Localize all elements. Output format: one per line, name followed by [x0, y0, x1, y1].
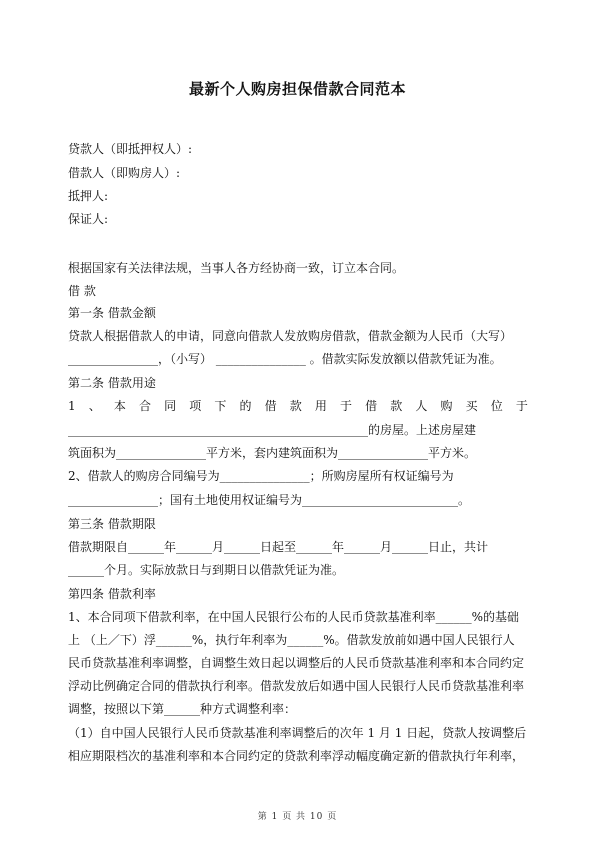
article-4-line: 相应期限档次的基准利率和本合同约定的贷款利率浮动幅度确定新的借款执行年利率， — [68, 749, 525, 763]
article-4-heading: 第四条 借款利率 — [68, 587, 156, 601]
article-4-line: （1）自中国人民银行人民币贷款基准利率调整后的次年 1 月 1 日起，贷款人按调整后 — [68, 726, 527, 740]
article-1-line: _______________，（小写） _______________ 。借款实际发放额以借款凭证为准。 — [68, 352, 502, 366]
article-4-line: 上 （上／下）浮______%，执行年利率为______%。借款发放前如遇中国人民银行人 — [68, 633, 515, 647]
party-guarantor: 保证人: — [68, 212, 109, 226]
article-4-line: 调整，按照以下第______种方式调整利率： — [68, 702, 297, 716]
section-heading: 借 款 — [68, 284, 96, 298]
justified-char: 合 — [139, 399, 152, 413]
party-mortgagor: 抵押人: — [68, 189, 109, 203]
page-footer: 第 1 页 共 10 页 — [257, 812, 338, 822]
justified-char: 用 — [314, 399, 327, 413]
justified-char: 借 — [365, 399, 378, 413]
article-2-line: 筑面积为_______________平方米，套内建筑面积为_______________平方米。 — [68, 446, 477, 460]
justified-char: 款 — [390, 399, 403, 413]
justified-char: 的 — [239, 399, 252, 413]
justified-char: 下 — [214, 399, 227, 413]
justified-char: 买 — [465, 399, 478, 413]
document-title: 最新个人购房担保借款合同范本 — [188, 80, 406, 98]
party-lender: 贷款人（即抵押权人）: — [68, 142, 193, 156]
justified-char: 借 — [264, 399, 277, 413]
justified-char: 同 — [164, 399, 177, 413]
justified-char: 人 — [415, 399, 428, 413]
justified-char: 购 — [440, 399, 453, 413]
justified-char: 、 — [88, 399, 101, 413]
article-2-line: 2、借款人的购房合同编号为_______________；所购房屋所有权证编号为 — [68, 469, 454, 483]
article-2-heading: 第二条 借款用途 — [68, 376, 156, 390]
justified-char: 本 — [113, 399, 126, 413]
article-3-line: ______个月。实际放款日与到期日以借款凭证为准。 — [68, 563, 345, 577]
article-2-line — [68, 399, 528, 413]
article-2-line: __________________________________________________的房屋。上述房屋建 — [68, 423, 477, 437]
article-4-line: 民币贷款基准利率调整，自调整生效日起以调整后的人民币贷款基准利率和本合同约定 — [68, 656, 525, 670]
article-4-line: 1、本合同项下借款利率，在中国人民银行公布的人民币贷款基准利率______%的基础 — [68, 610, 520, 624]
article-3-line: 借款期限自______年______月______日起至______年______月______日止，共计 — [68, 540, 489, 554]
justified-char: 于 — [515, 399, 528, 413]
article-2-line: _______________；国有土地使用权证编号为__________________________。 — [68, 493, 471, 507]
article-3-heading: 第三条 借款期限 — [68, 517, 156, 531]
justified-char: 1 — [68, 399, 76, 413]
justified-char: 项 — [189, 399, 202, 413]
justified-char: 款 — [289, 399, 302, 413]
justified-char: 位 — [490, 399, 503, 413]
article-1-heading: 第一条 借款金额 — [68, 306, 156, 320]
party-borrower: 借款人（即购房人）: — [68, 166, 181, 180]
article-1-line: 贷款人根据借款人的申请，同意向借款人发放购房借款，借款金额为人民币（大写） — [68, 329, 513, 343]
intro-paragraph: 根据国家有关法律法规，当事人各方经协商一致，订立本合同。 — [68, 261, 405, 275]
article-4-line: 浮动比例确定合同的借款执行利率。借款发放后如遇中国人民银行人民币贷款基准利率 — [68, 679, 525, 693]
justified-char: 于 — [340, 399, 353, 413]
